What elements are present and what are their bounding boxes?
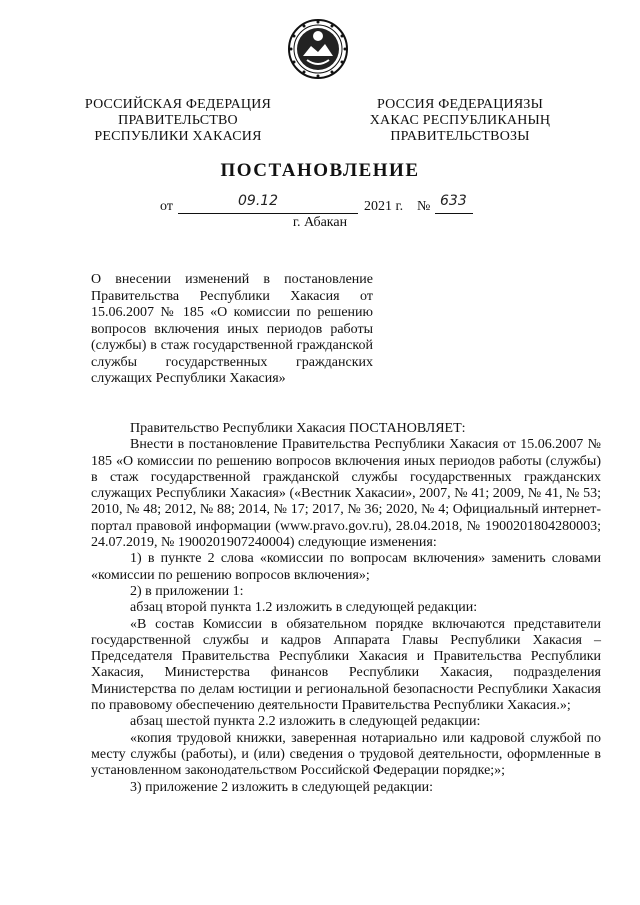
body-paragraph: «В состав Комиссии в обязательном порядке включаются представители государственной службы и кадров Аппарата Главы Республики Хакасия – Председателя Правительства Республики Хакасия и Правительства Республики Хакасия, Министерства финансов Республики Хакасия, подразделения Министерства по делам юстиции и региональной безопасности Республики Хакасия по правовому обеспечению деятельности Правительства Республики Хакасия.»;	[91, 616, 601, 714]
header-left-line: ПРАВИТЕЛЬСТВО	[118, 113, 238, 128]
header-left-line: РОССИЙСКАЯ ФЕДЕРАЦИЯ	[84, 97, 272, 112]
body-paragraph: 2) в приложении 1:	[130, 583, 244, 599]
header-left	[78, 97, 278, 145]
year-label: 2021 г.	[364, 199, 404, 214]
header-right-line: ПРАВИТЕЛЬСТВОЗЫ	[390, 129, 530, 144]
body-paragraph: Правительство Республики Хакасия ПОСТАНОВЛЯЕТ:	[130, 421, 466, 436]
document-body	[91, 421, 601, 796]
body-paragraph: 3) приложение 2 изложить в следующей редакции:	[130, 779, 433, 795]
body-paragraph: абзац второй пункта 1.2 изложить в следующей редакции:	[130, 600, 478, 616]
body-paragraph: Внести в постановление Правительства Республики Хакасия от 15.06.2007 № 185 «О комиссии по решению вопросов включения иных периодов работы (службы) в стаж государственной гражданской службы государственных гражданских служащих Республики Хакасия» («Вестник Хакасии», 2007, № 41; 2009, № 41, № 53; 2010, № 48; 2012, № 88; 2014, № 17; 2017, № 36; 2020, № 4; Официальный интернет-портал правовой информации (www.pravo.gov.ru), 28.04.2018, № 1900201804280003; 24.07.2019, № 1900201907240004) следующие изменения:	[91, 437, 601, 551]
header-right-line: РОССИЯ ФЕДЕРАЦИЯЗЫ	[376, 97, 544, 112]
document-subject: О внесении изменений в постановление Правительства Республики Хакасия от 15.06.2007 № 185 «О комиссии по решению вопросов включения иных периодов работы (службы) в стаж государственной гражданской службы государственных гражданских служащих Республики Хакасия»	[91, 272, 373, 386]
header-left-line: РЕСПУБЛИКИ ХАКАСИЯ	[94, 129, 262, 144]
city-label: г. Абакан	[292, 215, 348, 230]
document-title: ПОСТАНОВЛЕНИЕ	[220, 160, 420, 181]
header-right-line: ХАКАС РЕСПУБЛИКАНЫҢ	[369, 113, 551, 128]
handwritten-date: 09.12	[238, 193, 279, 209]
header-right	[360, 97, 560, 145]
body-paragraph: абзац шестой пункта 2.2 изложить в следующей редакции:	[130, 714, 481, 730]
number-sign: №	[417, 199, 431, 214]
coat-of-arms-icon	[287, 18, 349, 80]
body-paragraph: 1) в пункте 2 слова «комиссии по вопросам включения» заменить словами «комиссии по решению вопросов включения»;	[91, 551, 601, 583]
date-prefix: от	[160, 199, 173, 214]
body-paragraph: «копия трудовой книжки, заверенная нотариально или кадровой службой по месту службы (работы), и (или) сведения о трудовой деятельности, оформленные в установленном законодательством Российской Федерации порядке;»;	[91, 730, 601, 779]
handwritten-number: 633	[440, 193, 467, 209]
